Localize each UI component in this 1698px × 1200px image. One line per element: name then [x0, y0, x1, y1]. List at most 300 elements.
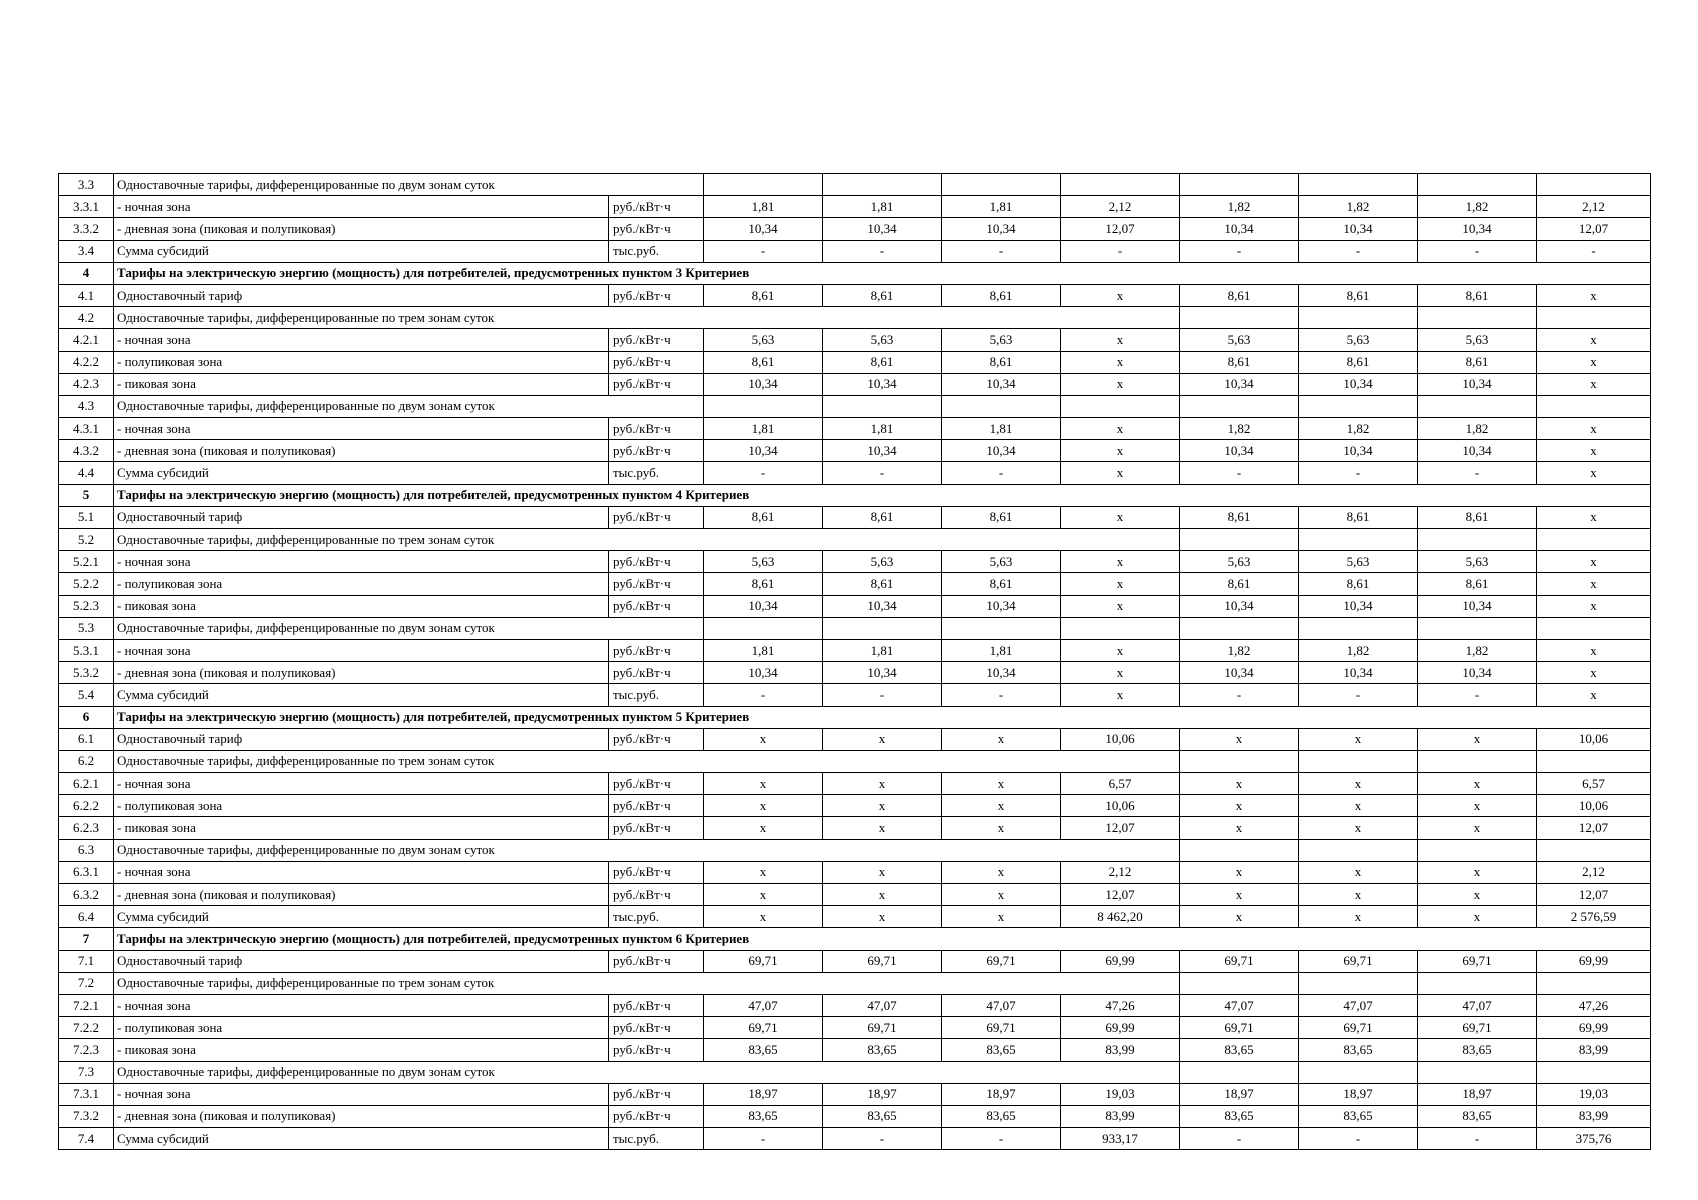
value-cell: 10,34 — [942, 373, 1061, 395]
value-cell: x — [1061, 573, 1180, 595]
row-name: Одноставочные тарифы, дифференцированные по двум зонам суток — [114, 395, 704, 417]
section-row — [59, 928, 1651, 950]
row-number: 7 — [59, 928, 114, 950]
value-cell: 10,34 — [704, 440, 823, 462]
table-row — [59, 1083, 1651, 1105]
row-name: Сумма субсидий — [114, 462, 609, 484]
value-cell: 83,99 — [1061, 1039, 1180, 1061]
empty-cell — [1418, 1061, 1537, 1083]
value-cell: x — [1299, 817, 1418, 839]
value-cell: x — [942, 728, 1061, 750]
empty-cell — [1180, 395, 1299, 417]
value-cell: 6,57 — [1537, 773, 1651, 795]
row-number: 5.2 — [59, 529, 114, 551]
value-cell: 10,34 — [1418, 595, 1537, 617]
value-cell: x — [1418, 861, 1537, 883]
value-cell: x — [1537, 595, 1651, 617]
unit-cell: руб./кВт·ч — [609, 595, 704, 617]
value-cell: 83,65 — [704, 1039, 823, 1061]
row-name: - ночная зона — [114, 639, 609, 661]
subheader-row — [59, 617, 1651, 639]
table-row — [59, 1128, 1651, 1150]
row-number: 5 — [59, 484, 114, 506]
empty-cell — [1418, 617, 1537, 639]
value-cell: 8,61 — [704, 506, 823, 528]
empty-cell — [1418, 307, 1537, 329]
unit-cell: тыс.руб. — [609, 906, 704, 928]
value-cell: x — [1180, 906, 1299, 928]
value-cell: x — [823, 795, 942, 817]
value-cell: 8,61 — [1418, 506, 1537, 528]
value-cell: 1,82 — [1180, 639, 1299, 661]
unit-cell: руб./кВт·ч — [609, 795, 704, 817]
row-number: 5.2.1 — [59, 551, 114, 573]
table-row — [59, 662, 1651, 684]
value-cell: x — [1418, 817, 1537, 839]
unit-cell: тыс.руб. — [609, 462, 704, 484]
value-cell: 18,97 — [1180, 1083, 1299, 1105]
row-name: - дневная зона (пиковая и полупиковая) — [114, 440, 609, 462]
value-cell: 1,82 — [1180, 196, 1299, 218]
row-number: 7.4 — [59, 1128, 114, 1150]
value-cell: 83,65 — [1418, 1105, 1537, 1127]
empty-cell — [1299, 839, 1418, 861]
row-number: 4.2.1 — [59, 329, 114, 351]
row-number: 6.2.3 — [59, 817, 114, 839]
value-cell: - — [823, 684, 942, 706]
row-number: 4.4 — [59, 462, 114, 484]
value-cell: - — [1180, 1128, 1299, 1150]
value-cell: 10,34 — [704, 595, 823, 617]
row-number: 6.1 — [59, 728, 114, 750]
row-number: 4 — [59, 262, 114, 284]
value-cell: x — [942, 773, 1061, 795]
section-row — [59, 484, 1651, 506]
value-cell: x — [704, 795, 823, 817]
value-cell: 10,34 — [1418, 440, 1537, 462]
unit-cell: руб./кВт·ч — [609, 773, 704, 795]
row-number: 3.4 — [59, 240, 114, 262]
value-cell: - — [1418, 240, 1537, 262]
value-cell: x — [823, 773, 942, 795]
empty-cell — [1418, 529, 1537, 551]
value-cell: 1,81 — [942, 639, 1061, 661]
subheader-row — [59, 1061, 1651, 1083]
empty-cell — [942, 174, 1061, 196]
unit-cell: руб./кВт·ч — [609, 573, 704, 595]
value-cell: - — [942, 240, 1061, 262]
value-cell: x — [1061, 462, 1180, 484]
value-cell: 8 462,20 — [1061, 906, 1180, 928]
value-cell: 10,34 — [1299, 662, 1418, 684]
value-cell: 933,17 — [1061, 1128, 1180, 1150]
value-cell: - — [1299, 1128, 1418, 1150]
value-cell: 83,65 — [1418, 1039, 1537, 1061]
row-name: Одноставочные тарифы, дифференцированные по двум зонам суток — [114, 617, 704, 639]
value-cell: x — [1180, 795, 1299, 817]
value-cell: 2,12 — [1537, 861, 1651, 883]
value-cell: 8,61 — [942, 573, 1061, 595]
value-cell: 69,71 — [1299, 1017, 1418, 1039]
subheader-row — [59, 529, 1651, 551]
value-cell: x — [1061, 595, 1180, 617]
unit-cell: руб./кВт·ч — [609, 373, 704, 395]
value-cell: x — [942, 795, 1061, 817]
subheader-row — [59, 395, 1651, 417]
value-cell: x — [942, 817, 1061, 839]
row-name: Сумма субсидий — [114, 240, 609, 262]
table-row — [59, 284, 1651, 306]
value-cell: x — [1061, 351, 1180, 373]
table-row — [59, 861, 1651, 883]
value-cell: x — [704, 728, 823, 750]
table-row — [59, 329, 1651, 351]
row-number: 5.4 — [59, 684, 114, 706]
value-cell: 10,34 — [1180, 440, 1299, 462]
value-cell: 1,81 — [823, 639, 942, 661]
value-cell: 8,61 — [823, 506, 942, 528]
value-cell: 69,71 — [704, 950, 823, 972]
value-cell: 10,34 — [704, 373, 823, 395]
empty-cell — [1299, 395, 1418, 417]
value-cell: 10,06 — [1537, 728, 1651, 750]
value-cell: x — [823, 861, 942, 883]
value-cell: - — [1418, 1128, 1537, 1150]
unit-cell: руб./кВт·ч — [609, 196, 704, 218]
value-cell: 69,99 — [1061, 1017, 1180, 1039]
value-cell: - — [942, 684, 1061, 706]
value-cell: 83,65 — [942, 1105, 1061, 1127]
row-name: - дневная зона (пиковая и полупиковая) — [114, 218, 609, 240]
value-cell: 47,26 — [1061, 994, 1180, 1016]
row-number: 4.1 — [59, 284, 114, 306]
empty-cell — [704, 395, 823, 417]
section-row — [59, 706, 1651, 728]
empty-cell — [1418, 174, 1537, 196]
row-number: 7.3.1 — [59, 1083, 114, 1105]
row-name: Одноставочный тариф — [114, 950, 609, 972]
row-name: Одноставочный тариф — [114, 506, 609, 528]
row-number: 6.3 — [59, 839, 114, 861]
unit-cell: руб./кВт·ч — [609, 662, 704, 684]
value-cell: 83,65 — [823, 1105, 942, 1127]
value-cell: x — [1418, 728, 1537, 750]
row-name: - ночная зона — [114, 773, 609, 795]
value-cell: x — [1299, 795, 1418, 817]
value-cell: 8,61 — [942, 351, 1061, 373]
value-cell: x — [1180, 861, 1299, 883]
unit-cell: руб./кВт·ч — [609, 329, 704, 351]
row-number: 6 — [59, 706, 114, 728]
table-row — [59, 440, 1651, 462]
table-row — [59, 373, 1651, 395]
value-cell: 10,34 — [1418, 373, 1537, 395]
value-cell: x — [1418, 773, 1537, 795]
value-cell: x — [704, 773, 823, 795]
empty-cell — [1180, 839, 1299, 861]
empty-cell — [1299, 529, 1418, 551]
value-cell: x — [1537, 351, 1651, 373]
row-name: Сумма субсидий — [114, 684, 609, 706]
row-name: - пиковая зона — [114, 595, 609, 617]
empty-cell — [1418, 972, 1537, 994]
row-number: 5.3 — [59, 617, 114, 639]
empty-cell — [1537, 395, 1651, 417]
value-cell: 69,99 — [1537, 950, 1651, 972]
row-number: 5.2.2 — [59, 573, 114, 595]
value-cell: 6,57 — [1061, 773, 1180, 795]
value-cell: - — [1299, 240, 1418, 262]
value-cell: 10,34 — [1180, 373, 1299, 395]
table-row — [59, 240, 1651, 262]
value-cell: 10,34 — [704, 218, 823, 240]
value-cell: 69,71 — [823, 950, 942, 972]
value-cell: x — [1537, 440, 1651, 462]
row-name: - ночная зона — [114, 551, 609, 573]
value-cell: x — [1061, 418, 1180, 440]
value-cell: 8,61 — [704, 573, 823, 595]
value-cell: x — [1299, 773, 1418, 795]
value-cell: x — [1180, 817, 1299, 839]
value-cell: x — [704, 861, 823, 883]
row-number: 7.1 — [59, 950, 114, 972]
value-cell: 5,63 — [823, 329, 942, 351]
value-cell: 47,07 — [1299, 994, 1418, 1016]
value-cell: 10,34 — [1418, 218, 1537, 240]
unit-cell: тыс.руб. — [609, 1128, 704, 1150]
table-row — [59, 1105, 1651, 1127]
value-cell: x — [1061, 373, 1180, 395]
unit-cell: руб./кВт·ч — [609, 418, 704, 440]
value-cell: 83,65 — [1180, 1105, 1299, 1127]
value-cell: 69,99 — [1061, 950, 1180, 972]
value-cell: x — [942, 861, 1061, 883]
row-name: - ночная зона — [114, 418, 609, 440]
value-cell: x — [1537, 662, 1651, 684]
row-name: Тарифы на электрическую энергию (мощность) для потребителей, предусмотренных пунктом 6 Критериев — [114, 928, 1651, 950]
value-cell: 69,71 — [704, 1017, 823, 1039]
value-cell: x — [1061, 639, 1180, 661]
value-cell: 5,63 — [1299, 329, 1418, 351]
value-cell: x — [704, 817, 823, 839]
row-number: 7.3.2 — [59, 1105, 114, 1127]
value-cell: 8,61 — [1418, 351, 1537, 373]
value-cell: x — [1418, 884, 1537, 906]
value-cell: 83,99 — [1537, 1039, 1651, 1061]
empty-cell — [1180, 617, 1299, 639]
value-cell: 8,61 — [1418, 284, 1537, 306]
value-cell: 83,65 — [704, 1105, 823, 1127]
value-cell: 8,61 — [704, 284, 823, 306]
row-name: Тарифы на электрическую энергию (мощность) для потребителей, предусмотренных пунктом 4 Критериев — [114, 484, 1651, 506]
value-cell: 1,82 — [1180, 418, 1299, 440]
value-cell: 83,65 — [942, 1039, 1061, 1061]
empty-cell — [1299, 972, 1418, 994]
table-row — [59, 351, 1651, 373]
value-cell: x — [1537, 573, 1651, 595]
row-number: 6.2.1 — [59, 773, 114, 795]
value-cell: 8,61 — [1299, 506, 1418, 528]
value-cell: x — [942, 884, 1061, 906]
value-cell: 12,07 — [1537, 817, 1651, 839]
empty-cell — [823, 617, 942, 639]
row-name: - пиковая зона — [114, 817, 609, 839]
empty-cell — [1537, 750, 1651, 772]
value-cell: 8,61 — [1180, 351, 1299, 373]
row-name: - ночная зона — [114, 196, 609, 218]
value-cell: 10,34 — [1299, 218, 1418, 240]
value-cell: 69,71 — [942, 950, 1061, 972]
row-number: 6.2.2 — [59, 795, 114, 817]
row-name: Одноставочные тарифы, дифференцированные по двум зонам суток — [114, 1061, 1180, 1083]
row-number: 4.3.2 — [59, 440, 114, 462]
empty-cell — [1537, 307, 1651, 329]
value-cell: 5,63 — [704, 551, 823, 573]
value-cell: 10,34 — [1418, 662, 1537, 684]
empty-cell — [1180, 972, 1299, 994]
value-cell: 10,34 — [823, 662, 942, 684]
row-name: - ночная зона — [114, 994, 609, 1016]
unit-cell: руб./кВт·ч — [609, 861, 704, 883]
value-cell: 10,34 — [942, 218, 1061, 240]
row-number: 4.2 — [59, 307, 114, 329]
value-cell: 8,61 — [1418, 573, 1537, 595]
value-cell: 47,07 — [942, 994, 1061, 1016]
table-row — [59, 218, 1651, 240]
value-cell: 10,34 — [704, 662, 823, 684]
value-cell: 8,61 — [1180, 284, 1299, 306]
unit-cell: руб./кВт·ч — [609, 1039, 704, 1061]
row-number: 6.4 — [59, 906, 114, 928]
value-cell: 1,81 — [704, 196, 823, 218]
unit-cell: руб./кВт·ч — [609, 218, 704, 240]
row-number: 4.3 — [59, 395, 114, 417]
table-row — [59, 950, 1651, 972]
value-cell: 5,63 — [942, 329, 1061, 351]
unit-cell: руб./кВт·ч — [609, 440, 704, 462]
value-cell: 10,34 — [1180, 662, 1299, 684]
value-cell: - — [823, 1128, 942, 1150]
empty-cell — [1180, 529, 1299, 551]
row-number: 3.3.2 — [59, 218, 114, 240]
value-cell: 69,71 — [1299, 950, 1418, 972]
value-cell: x — [704, 906, 823, 928]
table-row — [59, 817, 1651, 839]
empty-cell — [704, 174, 823, 196]
value-cell: x — [823, 817, 942, 839]
row-name: - пиковая зона — [114, 1039, 609, 1061]
value-cell: - — [1180, 462, 1299, 484]
row-number: 7.3 — [59, 1061, 114, 1083]
empty-cell — [942, 395, 1061, 417]
unit-cell: руб./кВт·ч — [609, 1017, 704, 1039]
value-cell: 1,81 — [942, 418, 1061, 440]
empty-cell — [1180, 750, 1299, 772]
row-number: 6.2 — [59, 750, 114, 772]
empty-cell — [1180, 307, 1299, 329]
value-cell: 10,34 — [942, 662, 1061, 684]
value-cell: 5,63 — [704, 329, 823, 351]
value-cell: 2,12 — [1061, 196, 1180, 218]
value-cell: 1,81 — [823, 196, 942, 218]
value-cell: 8,61 — [823, 573, 942, 595]
value-cell: 47,07 — [823, 994, 942, 1016]
value-cell: 69,71 — [1180, 950, 1299, 972]
value-cell: 10,34 — [942, 440, 1061, 462]
value-cell: - — [942, 1128, 1061, 1150]
row-number: 4.2.2 — [59, 351, 114, 373]
table-row — [59, 773, 1651, 795]
value-cell: 69,71 — [1180, 1017, 1299, 1039]
value-cell: 10,34 — [1180, 218, 1299, 240]
value-cell: x — [1537, 418, 1651, 440]
value-cell: - — [704, 462, 823, 484]
value-cell: 83,65 — [1299, 1105, 1418, 1127]
row-number: 5.3.2 — [59, 662, 114, 684]
unit-cell: руб./кВт·ч — [609, 728, 704, 750]
section-row — [59, 262, 1651, 284]
empty-cell — [1299, 307, 1418, 329]
value-cell: x — [1537, 684, 1651, 706]
unit-cell: руб./кВт·ч — [609, 351, 704, 373]
row-name: Одноставочные тарифы, дифференцированные по трем зонам суток — [114, 750, 1180, 772]
unit-cell: руб./кВт·ч — [609, 506, 704, 528]
empty-cell — [1299, 617, 1418, 639]
value-cell: 5,63 — [823, 551, 942, 573]
table-row — [59, 551, 1651, 573]
value-cell: x — [1299, 861, 1418, 883]
row-number: 5.1 — [59, 506, 114, 528]
value-cell: 8,61 — [823, 284, 942, 306]
value-cell: x — [1537, 329, 1651, 351]
value-cell: x — [1537, 639, 1651, 661]
empty-cell — [1537, 972, 1651, 994]
empty-cell — [1418, 395, 1537, 417]
value-cell: 83,65 — [1299, 1039, 1418, 1061]
table-row — [59, 595, 1651, 617]
empty-cell — [704, 617, 823, 639]
value-cell: x — [1180, 773, 1299, 795]
row-name: Одноставочные тарифы, дифференцированные по трем зонам суток — [114, 529, 1180, 551]
empty-cell — [1061, 617, 1180, 639]
value-cell: - — [1418, 462, 1537, 484]
value-cell: 1,81 — [704, 639, 823, 661]
value-cell: 5,63 — [942, 551, 1061, 573]
value-cell: 47,26 — [1537, 994, 1651, 1016]
unit-cell: руб./кВт·ч — [609, 994, 704, 1016]
unit-cell: руб./кВт·ч — [609, 284, 704, 306]
value-cell: 10,34 — [942, 595, 1061, 617]
value-cell: x — [823, 728, 942, 750]
table-row — [59, 1017, 1651, 1039]
value-cell: x — [1061, 329, 1180, 351]
empty-cell — [1299, 750, 1418, 772]
value-cell: 1,82 — [1299, 196, 1418, 218]
subheader-row — [59, 174, 1651, 196]
tariff-table — [58, 173, 1651, 1150]
value-cell: 1,81 — [704, 418, 823, 440]
table-row — [59, 795, 1651, 817]
value-cell: 1,81 — [823, 418, 942, 440]
row-name: Тарифы на электрическую энергию (мощность) для потребителей, предусмотренных пунктом 3 Критериев — [114, 262, 1651, 284]
value-cell: x — [1299, 906, 1418, 928]
value-cell: 8,61 — [942, 506, 1061, 528]
empty-cell — [1537, 617, 1651, 639]
value-cell: 1,82 — [1299, 418, 1418, 440]
row-number: 6.3.1 — [59, 861, 114, 883]
value-cell: 8,61 — [1180, 573, 1299, 595]
value-cell: x — [1537, 462, 1651, 484]
